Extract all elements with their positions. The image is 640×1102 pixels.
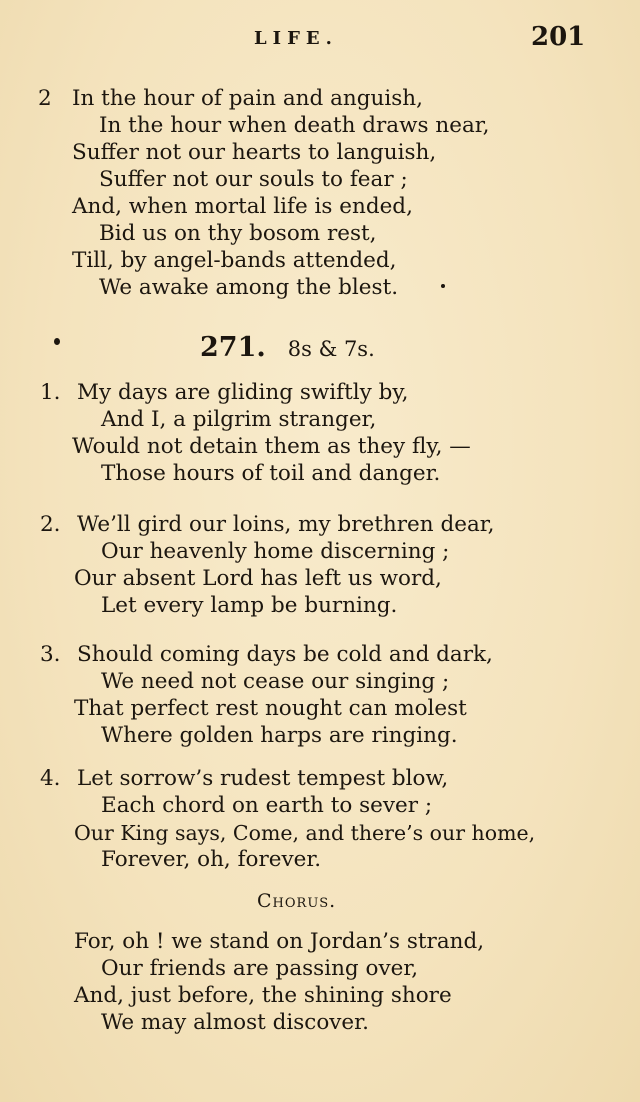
hymn-meter: 8s & 7s. [287, 337, 375, 361]
verse-line: Let sorrow’s rudest tempest blow, [77, 766, 449, 791]
verse-line: Let every lamp be burning. [101, 593, 398, 618]
verse-line: Till, by angel-bands attended, [72, 248, 397, 273]
stanza-number: 4. [40, 766, 61, 791]
stanza-number: 2 [38, 86, 52, 111]
verse-line: Our absent Lord has left us word, [74, 566, 442, 591]
chorus-line: And, just before, the shining shore [74, 983, 452, 1008]
chorus-label: Chorus. [257, 890, 337, 912]
verse-line: In the hour when death draws near, [99, 113, 490, 138]
verse-line: Each chord on earth to sever ; [101, 793, 433, 818]
hymn-heading [200, 332, 375, 363]
chorus-line: We may almost discover. [101, 1010, 369, 1035]
verse-line: Should coming days be cold and dark, [77, 642, 493, 667]
verse-line: That perfect rest nought can molest [74, 696, 467, 721]
hymn-number: 271. [200, 332, 266, 363]
verse-line: We awake among the blest. [99, 275, 399, 300]
stanza-number: 3. [40, 642, 61, 667]
ink-speck [441, 284, 445, 288]
verse-line: Our King says, Come, and there’s our home, [74, 821, 536, 845]
verse-line: Would not detain them as they fly, — [72, 434, 471, 459]
verse-line: Bid us on thy bosom rest, [99, 221, 377, 246]
verse-line: And, when mortal life is ended, [72, 194, 413, 219]
running-head [0, 22, 640, 54]
verse-line: Where golden harps are ringing. [101, 723, 458, 748]
chorus-line: For, oh ! we stand on Jordan’s strand, [74, 929, 485, 954]
verse-line: My days are gliding swiftly by, [77, 380, 409, 405]
page-number: 201 [531, 22, 586, 52]
verse-line: Suffer not our hearts to languish, [72, 140, 437, 165]
verse-line: We need not cease our singing ; [101, 669, 450, 694]
verse-line: In the hour of pain and anguish, [72, 86, 423, 111]
stanza-number: 2. [40, 512, 61, 537]
verse-line: Those hours of toil and danger. [101, 461, 441, 486]
verse-line: Forever, oh, forever. [101, 847, 322, 872]
verse-line: We’ll gird our loins, my brethren dear, [77, 512, 495, 537]
verse-line: And I, a pilgrim stranger, [101, 407, 377, 432]
running-title: LIFE. [254, 28, 338, 49]
stanza-number: 1. [40, 380, 61, 405]
verse-line: Suffer not our souls to fear ; [99, 167, 408, 192]
verse-line: Our heavenly home discerning ; [101, 539, 450, 564]
chorus-line: Our friends are passing over, [101, 956, 419, 981]
ink-speck [54, 338, 60, 345]
